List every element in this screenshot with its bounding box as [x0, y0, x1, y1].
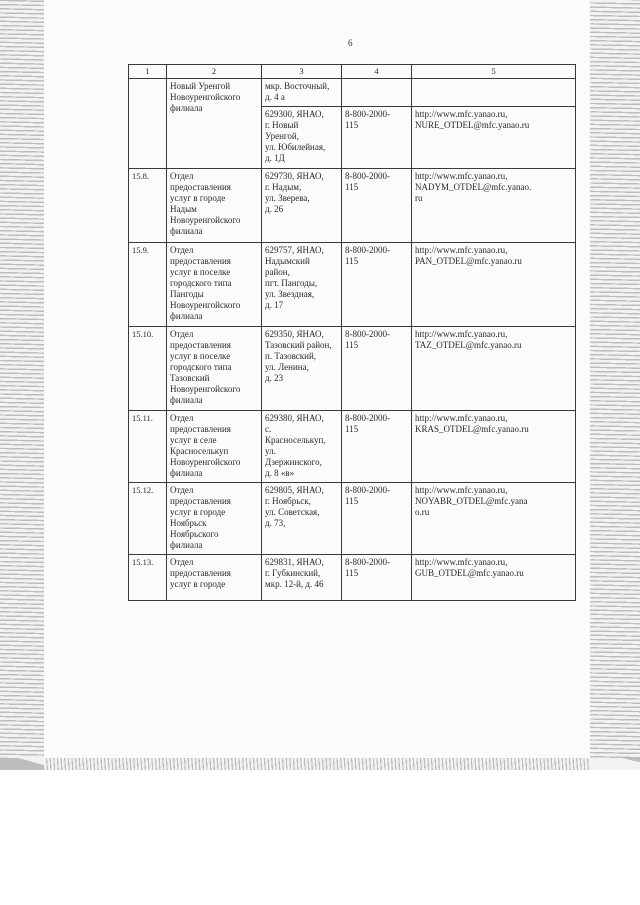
- address-line: ул.: [265, 446, 276, 456]
- row-number-cell: 15.10.: [129, 327, 167, 411]
- contacts-line: http://www.mfc.yanao.ru,: [415, 329, 508, 339]
- office-name-line: Отдел: [170, 413, 194, 423]
- contacts-cell: [412, 555, 576, 601]
- page-number: 6: [348, 38, 353, 48]
- address-line: д. 23: [265, 373, 284, 383]
- phone-line: 115: [345, 340, 359, 350]
- contacts-line: NOYABR_OTDEL@mfc.yana: [415, 496, 528, 506]
- contacts-cell: [412, 243, 576, 327]
- table-row: [129, 411, 576, 483]
- address-cell: [262, 483, 342, 555]
- phone-line: 115: [345, 424, 359, 434]
- address-line: Тазовский район,: [265, 340, 332, 350]
- office-name-line: услуг в городе: [170, 193, 226, 203]
- address-line: п. Тазовский,: [265, 351, 317, 361]
- column-header: 2: [167, 65, 262, 79]
- contacts-line: KRAS_OTDEL@mfc.yanao.ru: [415, 424, 529, 434]
- contacts-line: NADYM_OTDEL@mfc.yanao.: [415, 182, 532, 192]
- address-line: г. Надым,: [265, 182, 302, 192]
- office-name-line: Новоуренгойского: [170, 300, 241, 310]
- office-name-cell: [167, 411, 262, 483]
- office-name-line: филиала: [170, 311, 203, 321]
- office-name-cell: [167, 483, 262, 555]
- cell-line: д. 1Д: [265, 153, 285, 163]
- table-row: [129, 327, 576, 411]
- phone-line: 8-800-2000-: [345, 245, 390, 255]
- office-name-line: филиала: [170, 540, 203, 550]
- address-line: 629757, ЯНАО,: [265, 245, 324, 255]
- column-header: 3: [262, 65, 342, 79]
- column-header: 5: [412, 65, 576, 79]
- phone-cell: [342, 79, 412, 107]
- address-line: ул. Ленина,: [265, 362, 309, 372]
- row-number-cell: 15.9.: [129, 243, 167, 327]
- contacts-cell: [412, 169, 576, 243]
- address-cell: [262, 327, 342, 411]
- contacts-line: http://www.mfc.yanao.ru,: [415, 245, 508, 255]
- office-name-line: услуг в селе: [170, 435, 217, 445]
- row-number-cell: [129, 79, 167, 169]
- address-line: д. 73,: [265, 518, 286, 528]
- phone-line: 8-800-2000-: [345, 171, 390, 181]
- office-name-line: филиала: [170, 395, 203, 405]
- address-line: с.: [265, 424, 272, 434]
- address-cell: [262, 555, 342, 601]
- cell-line: Новый Уренгой: [170, 81, 231, 91]
- phone-cell: [342, 243, 412, 327]
- office-name-line: Отдел: [170, 245, 194, 255]
- office-name-line: услуг в поселке: [170, 267, 231, 277]
- cell-line: Уренгой,: [265, 131, 299, 141]
- office-name-line: Отдел: [170, 485, 194, 495]
- cell-line: д. 4 а: [265, 92, 285, 102]
- address-cell: [262, 169, 342, 243]
- address-line: Красноселькуп,: [265, 435, 326, 445]
- address-line: 629350, ЯНАО,: [265, 329, 324, 339]
- office-name-line: Отдел: [170, 557, 194, 567]
- office-name-line: Отдел: [170, 171, 194, 181]
- phone-line: 115: [345, 496, 359, 506]
- phone-line: 115: [345, 182, 359, 192]
- office-name-line: предоставления: [170, 256, 231, 266]
- phone-cell: [342, 107, 412, 169]
- contacts-line: http://www.mfc.yanao.ru,: [415, 557, 508, 567]
- office-name-line: предоставления: [170, 568, 231, 578]
- office-name-line: предоставления: [170, 424, 231, 434]
- cell-line: ул. Юбилейная,: [265, 142, 326, 152]
- cell-line: 629300, ЯНАО,: [265, 109, 324, 119]
- row-number-cell: 15.13.: [129, 555, 167, 601]
- table-row: [129, 483, 576, 555]
- address-line: д. 17: [265, 300, 284, 310]
- contacts-line: o.ru: [415, 507, 430, 517]
- office-name-line: услуг в городе: [170, 579, 226, 589]
- address-cell: [262, 243, 342, 327]
- cell-line: филиала: [170, 103, 203, 113]
- phone-line: 8-800-2000-: [345, 413, 390, 423]
- contacts-cell: [412, 411, 576, 483]
- address-line: 629730, ЯНАО,: [265, 171, 324, 181]
- contacts-cell: [412, 483, 576, 555]
- contacts-cell: [412, 327, 576, 411]
- office-name-line: предоставления: [170, 340, 231, 350]
- address-line: ул. Звездная,: [265, 289, 315, 299]
- column-header: 4: [342, 65, 412, 79]
- office-name-cell: [167, 79, 262, 169]
- table-row: [129, 169, 576, 243]
- address-line: 629805, ЯНАО,: [265, 485, 324, 495]
- phone-cell: [342, 327, 412, 411]
- contacts-line: http://www.mfc.yanao.ru,: [415, 171, 508, 181]
- contacts-cell: [412, 79, 576, 107]
- contacts-line: ru: [415, 193, 423, 203]
- mfc-offices-table: [128, 64, 576, 601]
- column-header: 1: [129, 65, 167, 79]
- phone-line: 8-800-2000-: [345, 485, 390, 495]
- office-name-line: филиала: [170, 468, 203, 478]
- address-line: д. 8 «в»: [265, 468, 295, 478]
- address-line: 629831, ЯНАО,: [265, 557, 324, 567]
- address-cell: [262, 79, 342, 107]
- table-row: [129, 555, 576, 601]
- address-line: пгт. Пангоды,: [265, 278, 318, 288]
- address-line: Надымский: [265, 256, 310, 266]
- cell-line: Новоуренгойского: [170, 92, 241, 102]
- address-line: мкр. 12-й, д. 46: [265, 579, 324, 589]
- office-name-line: Отдел: [170, 329, 194, 339]
- phone-cell: [342, 555, 412, 601]
- office-name-line: предоставления: [170, 182, 231, 192]
- office-name-line: предоставления: [170, 496, 231, 506]
- phone-line: 115: [345, 256, 359, 266]
- address-cell: [262, 107, 342, 169]
- office-name-line: городского типа: [170, 278, 232, 288]
- office-name-line: Ноябрьск: [170, 518, 207, 528]
- contacts-line: PAN_OTDEL@mfc.yanao.ru: [415, 256, 522, 266]
- office-name-cell: [167, 555, 262, 601]
- office-name-line: Красноселькуп: [170, 446, 229, 456]
- office-name-cell: [167, 169, 262, 243]
- cell-line: мкр. Восточный,: [265, 81, 330, 91]
- contacts-line: http://www.mfc.yanao.ru,: [415, 485, 508, 495]
- cell-line: NURE_OTDEL@mfc.yanao.ru: [415, 120, 530, 130]
- contacts-cell: [412, 107, 576, 169]
- office-name-line: услуг в поселке: [170, 351, 231, 361]
- phone-line: 8-800-2000-: [345, 557, 390, 567]
- cell-line: 115: [345, 120, 359, 130]
- phone-cell: [342, 483, 412, 555]
- office-name-line: Пангоды: [170, 289, 204, 299]
- address-line: Дзержинского,: [265, 457, 322, 467]
- office-name-line: Новоуренгойского: [170, 384, 241, 394]
- cell-line: 8-800-2000-: [345, 109, 390, 119]
- phone-cell: [342, 411, 412, 483]
- phone-cell: [342, 169, 412, 243]
- address-line: район,: [265, 267, 290, 277]
- cell-line: http://www.mfc.yanao.ru,: [415, 109, 508, 119]
- row-number-cell: 15.8.: [129, 169, 167, 243]
- row-number-cell: 15.12.: [129, 483, 167, 555]
- office-name-line: Новоуренгойского: [170, 457, 241, 467]
- address-line: ул. Зверева,: [265, 193, 310, 203]
- address-line: 629380, ЯНАО,: [265, 413, 324, 423]
- contacts-line: http://www.mfc.yanao.ru,: [415, 413, 508, 423]
- cell-line: г. Новый: [265, 120, 299, 130]
- contacts-line: TAZ_OTDEL@mfc.yanao.ru: [415, 340, 522, 350]
- office-name-line: Тазовский: [170, 373, 210, 383]
- address-line: ул. Советская,: [265, 507, 320, 517]
- office-name-cell: [167, 243, 262, 327]
- phone-line: 8-800-2000-: [345, 329, 390, 339]
- table-row: [129, 243, 576, 327]
- table-row: [129, 79, 576, 107]
- office-name-cell: [167, 327, 262, 411]
- phone-line: 115: [345, 568, 359, 578]
- office-name-line: Ноябрьского: [170, 529, 219, 539]
- address-line: г. Ноябрьск,: [265, 496, 311, 506]
- row-number-cell: 15.11.: [129, 411, 167, 483]
- address-line: г. Губкинский,: [265, 568, 321, 578]
- office-name-line: услуг в городе: [170, 507, 226, 517]
- office-name-line: филиала: [170, 226, 203, 236]
- address-line: д. 26: [265, 204, 284, 214]
- office-name-line: городского типа: [170, 362, 232, 372]
- office-name-line: Надым: [170, 204, 197, 214]
- office-name-line: Новоуренгойского: [170, 215, 241, 225]
- contacts-line: GUB_OTDEL@mfc.yanao.ru: [415, 568, 524, 578]
- table-header-row: [129, 65, 576, 79]
- address-cell: [262, 411, 342, 483]
